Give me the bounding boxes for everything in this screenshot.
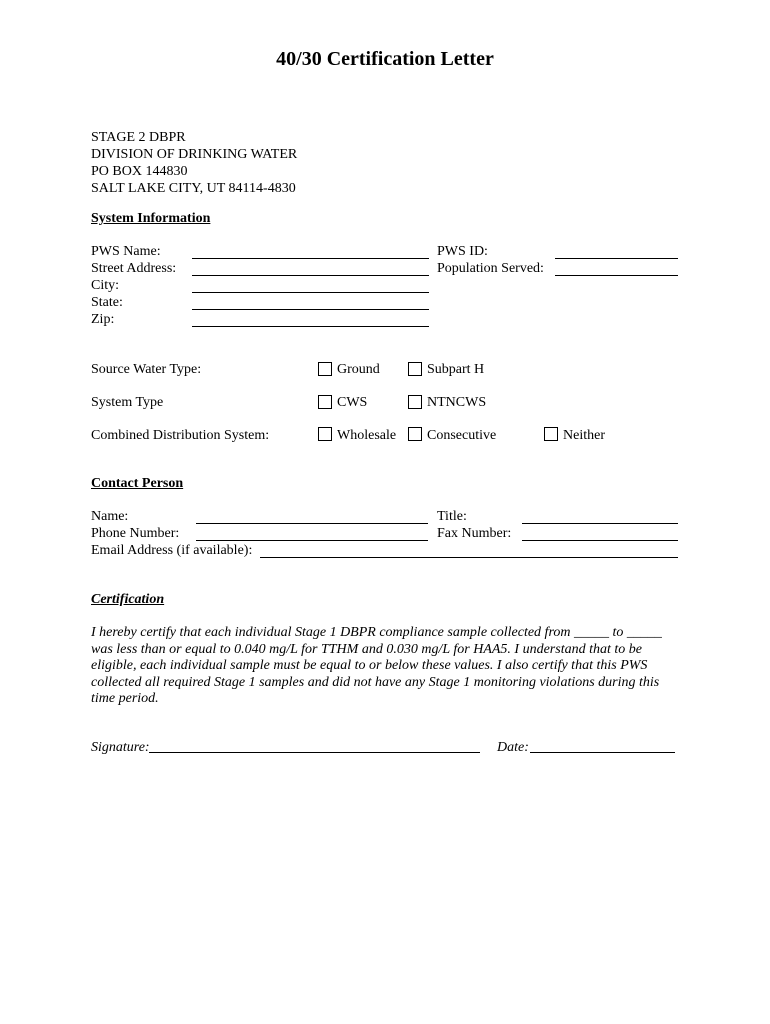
cws-label: CWS xyxy=(337,395,368,410)
contact-title-label: Title: xyxy=(437,509,467,524)
consecutive-label: Consecutive xyxy=(427,428,497,443)
phone-number-label: Phone Number: xyxy=(91,526,180,541)
email-address-field[interactable] xyxy=(260,557,678,558)
cws-checkbox[interactable] xyxy=(318,395,332,409)
certification-heading: Certification xyxy=(91,592,165,607)
system-information-heading: System Information xyxy=(91,211,211,226)
subpart-h-label: Subpart H xyxy=(427,362,485,377)
address-line-3: PO BOX 144830 xyxy=(91,164,188,179)
address-line-1: STAGE 2 DBPR xyxy=(91,130,186,145)
pws-name-label: PWS Name: xyxy=(91,244,161,259)
wholesale-label: Wholesale xyxy=(337,428,397,443)
pws-id-field[interactable] xyxy=(555,258,678,259)
street-address-label: Street Address: xyxy=(91,261,177,276)
contact-name-field[interactable] xyxy=(196,523,428,524)
ntncws-checkbox[interactable] xyxy=(408,395,422,409)
pws-name-field[interactable] xyxy=(192,258,429,259)
date-field[interactable] xyxy=(530,752,675,753)
address-line-2: DIVISION OF DRINKING WATER xyxy=(91,147,298,162)
zip-field[interactable] xyxy=(192,326,429,327)
neither-checkbox[interactable] xyxy=(544,427,558,441)
contact-name-label: Name: xyxy=(91,509,129,524)
ntncws-label: NTNCWS xyxy=(427,395,487,410)
subpart-h-checkbox[interactable] xyxy=(408,362,422,376)
population-served-field[interactable] xyxy=(555,275,678,276)
zip-label: Zip: xyxy=(91,312,115,327)
email-address-label: Email Address (if available): xyxy=(91,543,253,558)
state-field[interactable] xyxy=(192,309,429,310)
certification-statement: I hereby certify that each individual Stage 1 DBPR compliance sample collected from _____ to _____ was less than or equal to 0.040 mg/L for TTHM and 0.030 mg/L for HAA5. I understand that to be eligible, each individual sample must be equal to or below these values. I also certify that this PWS collected all required Stage 1 samples and did not have any Stage 1 monitoring violations during this time period. xyxy=(91,625,662,706)
ground-label: Ground xyxy=(337,362,380,377)
neither-label: Neither xyxy=(563,428,605,443)
source-water-type-label: Source Water Type: xyxy=(91,362,202,377)
page-title: 40/30 Certification Letter xyxy=(276,48,494,70)
pws-id-label: PWS ID: xyxy=(437,244,488,259)
city-field[interactable] xyxy=(192,292,429,293)
city-label: City: xyxy=(91,278,120,293)
wholesale-checkbox[interactable] xyxy=(318,427,332,441)
signature-field[interactable] xyxy=(149,752,480,753)
state-label: State: xyxy=(91,295,123,310)
signature-label: Signature: xyxy=(91,740,150,755)
street-address-field[interactable] xyxy=(192,275,429,276)
date-label: Date: xyxy=(497,740,529,755)
fax-number-field[interactable] xyxy=(522,540,678,541)
fax-number-label: Fax Number: xyxy=(437,526,512,541)
ground-checkbox[interactable] xyxy=(318,362,332,376)
contact-person-heading: Contact Person xyxy=(91,476,184,491)
combined-distribution-label: Combined Distribution System: xyxy=(91,428,270,443)
consecutive-checkbox[interactable] xyxy=(408,427,422,441)
address-line-4: SALT LAKE CITY, UT 84114-4830 xyxy=(91,181,296,196)
contact-title-field[interactable] xyxy=(522,523,678,524)
population-served-label: Population Served: xyxy=(437,261,544,276)
phone-number-field[interactable] xyxy=(196,540,428,541)
system-type-label: System Type xyxy=(91,395,164,410)
